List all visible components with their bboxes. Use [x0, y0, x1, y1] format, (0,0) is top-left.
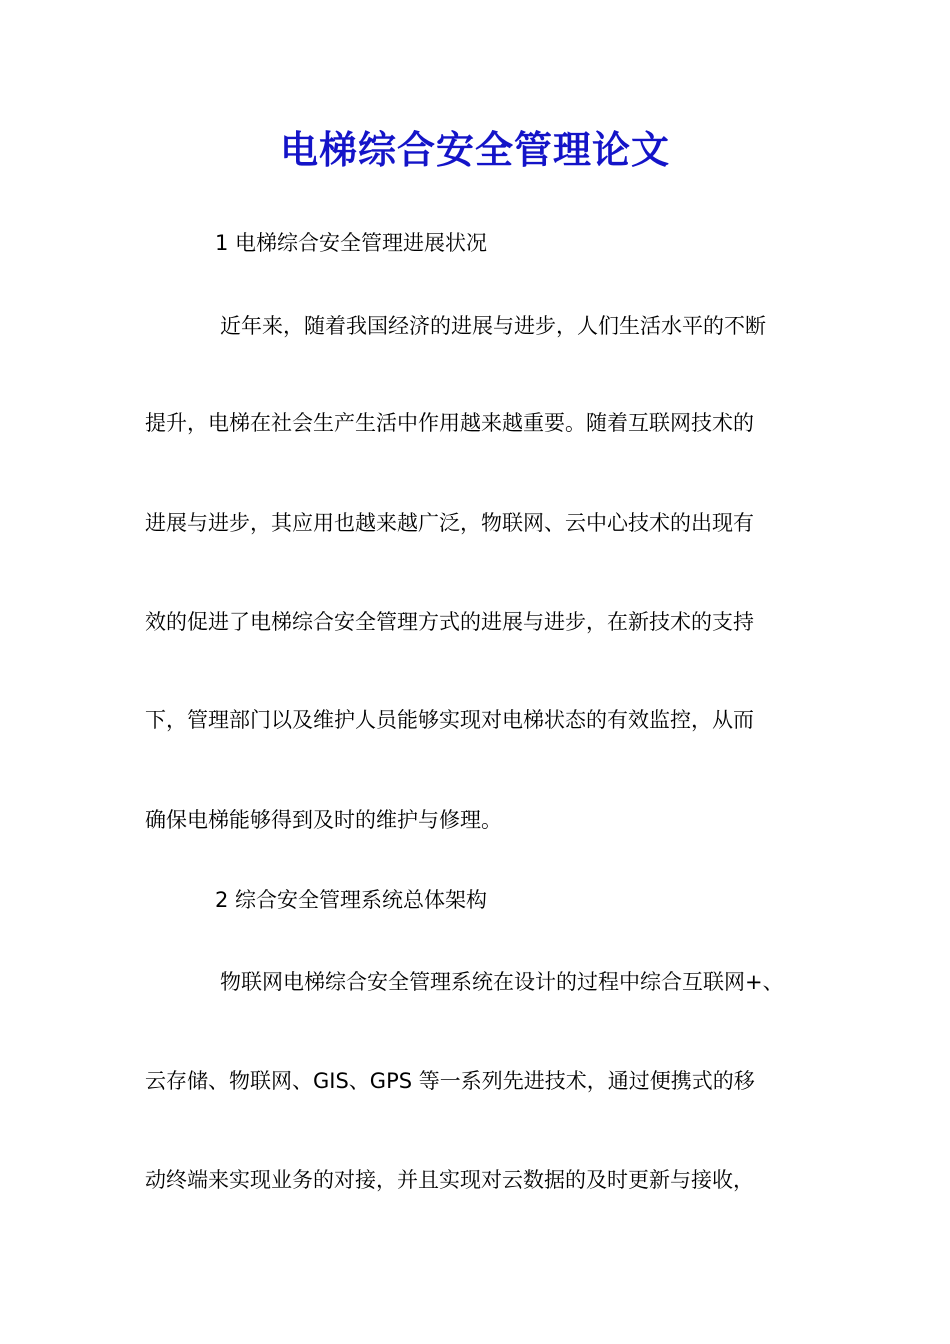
paragraph-line: 提升，电梯在社会生产生活中作用越来越重要。随着互联网技术的: [145, 411, 754, 435]
section-heading-2: 2 综合安全管理系统总体架构: [215, 888, 488, 912]
document-title: 电梯综合安全管理论文: [279, 127, 670, 172]
paragraph-line: 动终端来实现业务的对接，并且实现对云数据的及时更新与接收，: [145, 1168, 754, 1192]
paragraph-line: 效的促进了电梯综合安全管理方式的进展与进步，在新技术的支持: [145, 610, 754, 634]
paragraph-line: 云存储、物联网、GIS、GPS 等一系列先进技术，通过便携式的移: [145, 1069, 755, 1093]
paragraph-line: 近年来，随着我国经济的进展与进步，人们生活水平的不断: [220, 314, 766, 338]
paragraph-line: 下，管理部门以及维护人员能够实现对电梯状态的有效监控，从而: [145, 708, 754, 732]
paragraph-line: 确保电梯能够得到及时的维护与修理。: [145, 808, 502, 832]
paragraph-line: 物联网电梯综合安全管理系统在设计的过程中综合互联网+、: [220, 970, 784, 994]
paragraph-line: 进展与进步，其应用也越来越广泛，物联网、云中心技术的出现有: [145, 511, 754, 535]
section-heading-1: 1 电梯综合安全管理进展状况: [215, 231, 488, 255]
